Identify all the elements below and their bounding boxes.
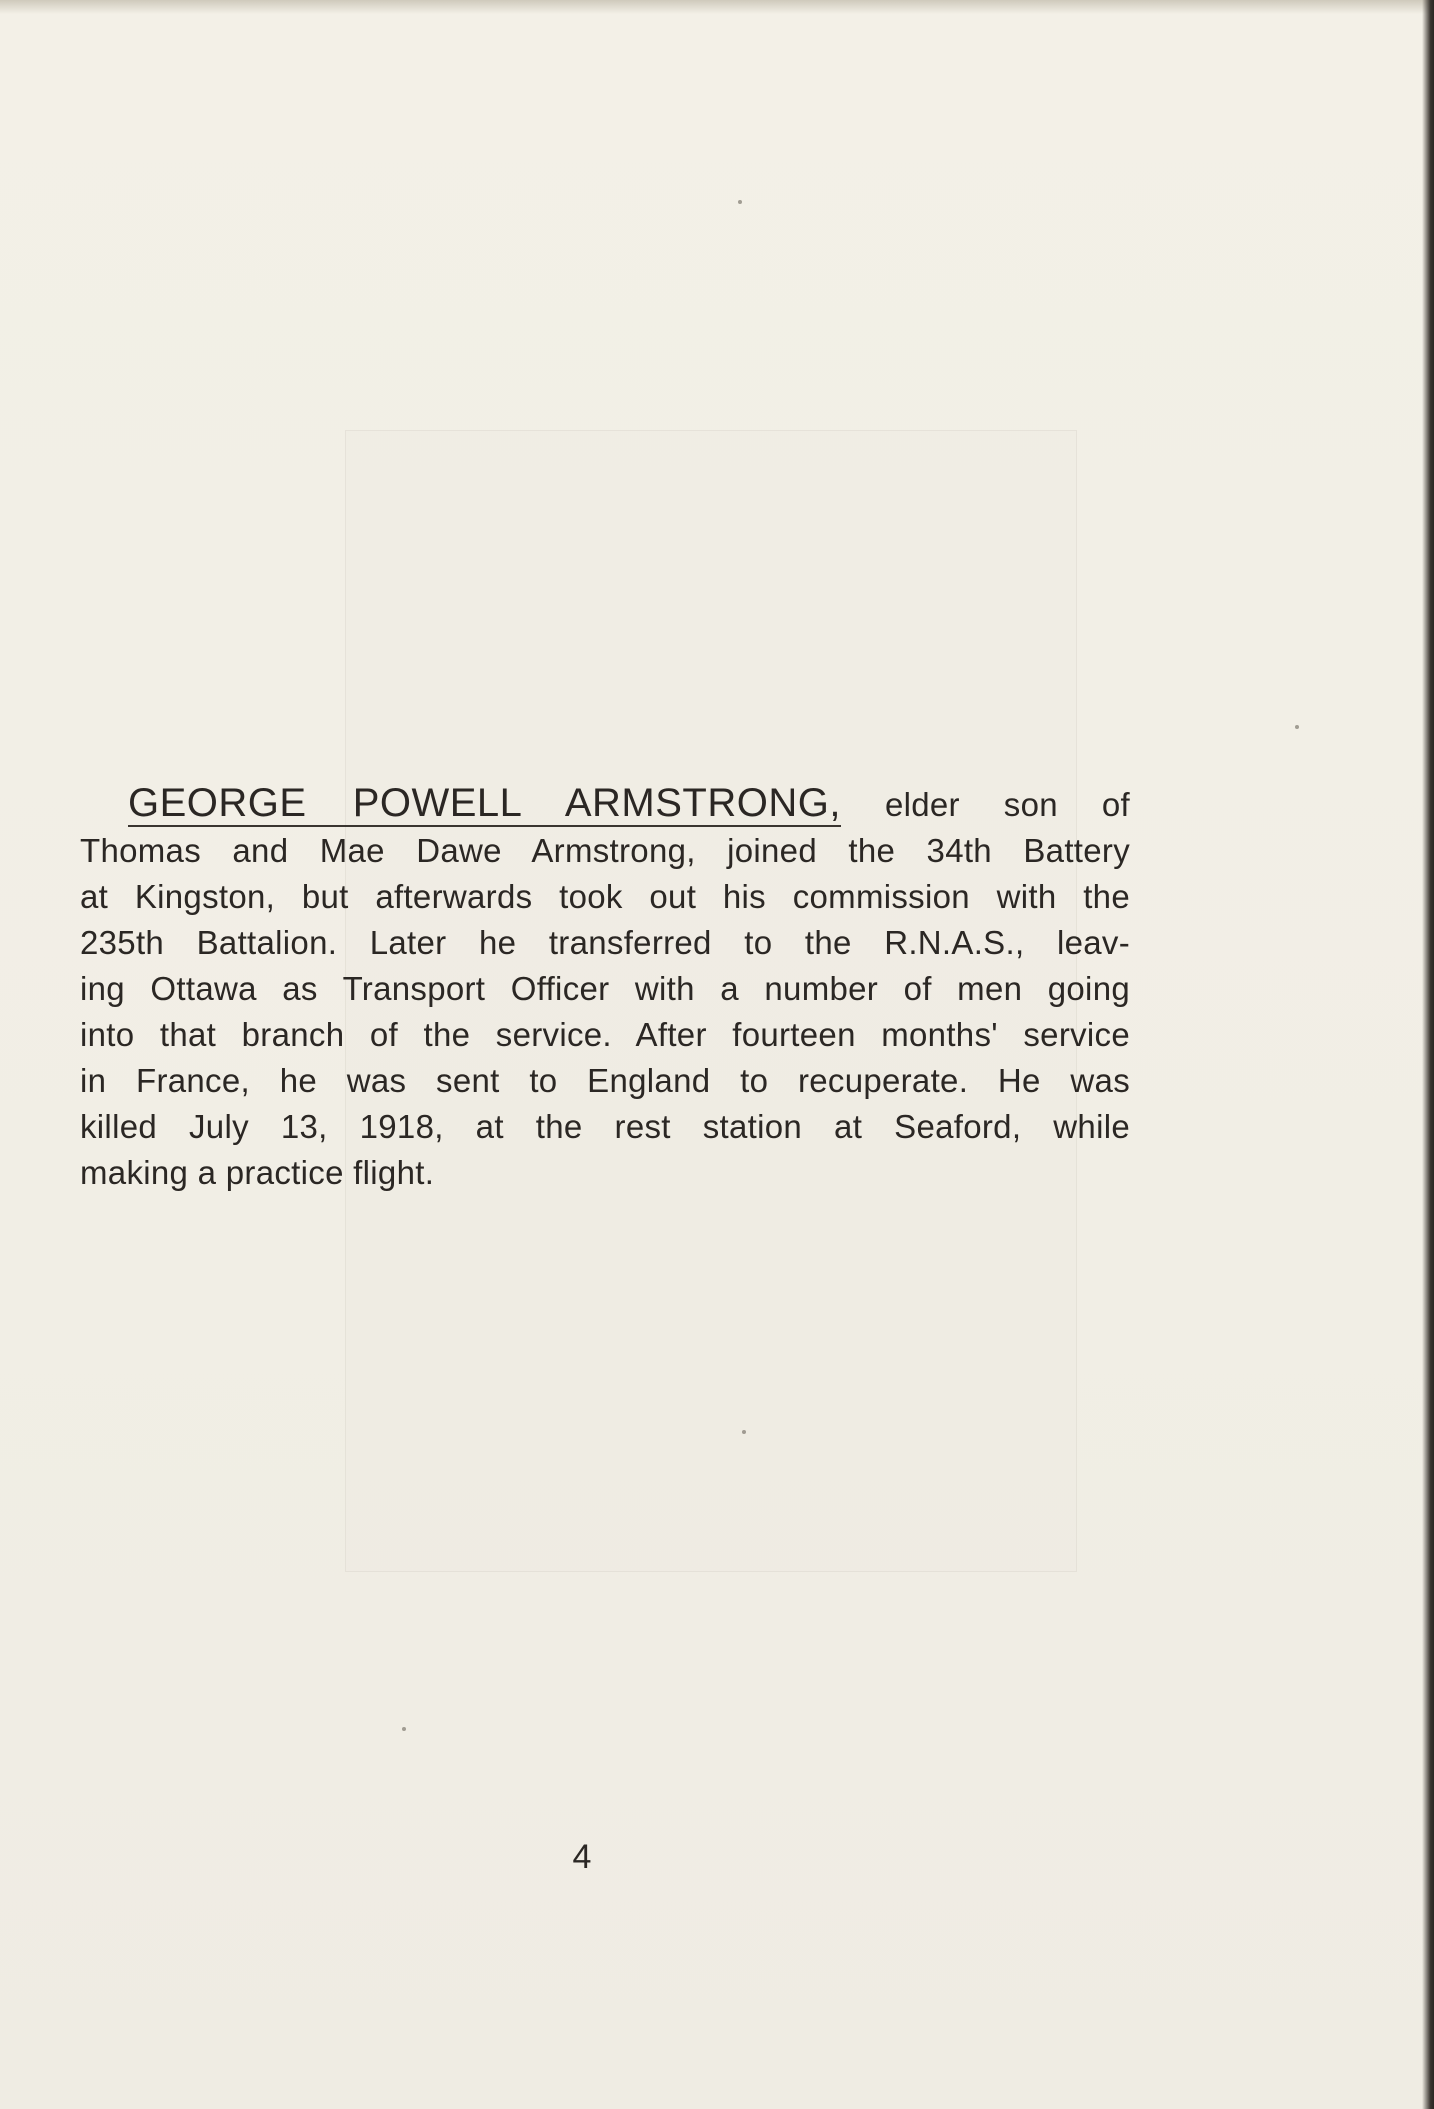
biography-paragraph [80,780,1130,1196]
paragraph-line: at Kingston, but afterwards took out his commission with the [80,878,1130,915]
paragraph-line: Thomas and Mae Dawe Armstrong, joined the 34th Battery [80,832,1130,869]
binding-edge [1422,0,1434,2109]
paragraph-line: into that branch of the service. After fourteen months' service [80,1016,1130,1053]
person-name-heading: GEORGE POWELL ARMSTRONG, [128,781,841,825]
paper-speck [742,1430,746,1434]
paragraph-line-rest: elder son of [884,786,1131,823]
paper-speck [1295,725,1299,729]
paragraph-line: making a practice flight. [80,1154,435,1191]
paragraph-first-line [80,780,1130,828]
paragraph-line: in France, he was sent to England to recuperate. He was [80,1062,1130,1099]
page-number: 4 [572,1838,592,1876]
page-top-shadow [0,0,1434,14]
paper-speck [402,1727,406,1731]
paragraph-line: ing Ottawa as Transport Officer with a number of men going [80,970,1130,1007]
paragraph-line: 235th Battalion. Later he transferred to the R.N.A.S., leav- [80,924,1130,961]
paper-speck [738,200,742,204]
paragraph-line: killed July 13, 1918, at the rest station at Seaford, while [80,1108,1130,1145]
